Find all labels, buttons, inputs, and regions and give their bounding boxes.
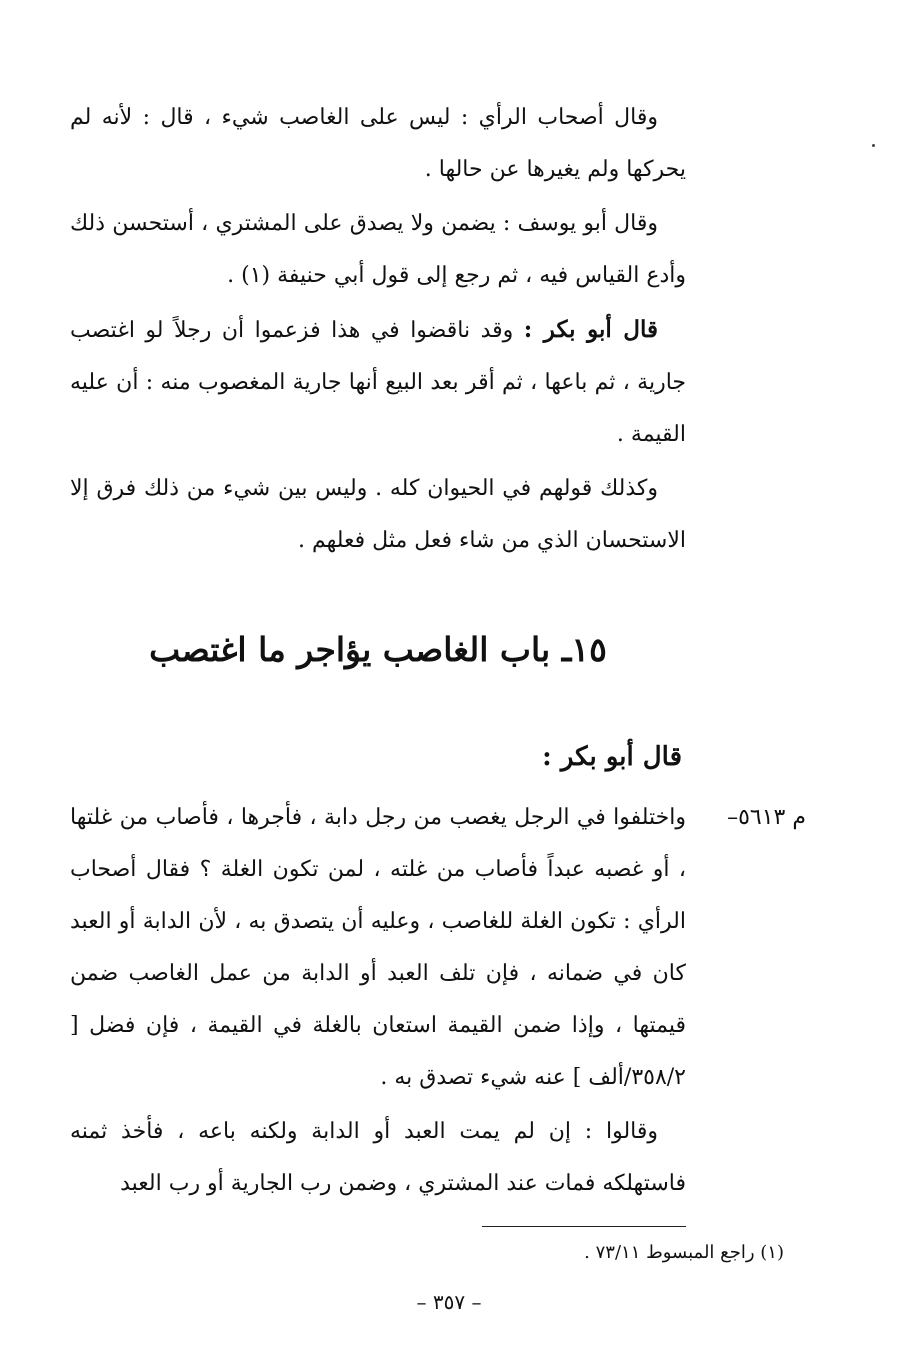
chapter-title: ١٥ـ باب الغاصب يؤاجر ما اغتصب xyxy=(149,630,607,669)
footnote-divider xyxy=(482,1226,686,1227)
paragraph-5: واختلفوا في الرجل يغصب من رجل دابة ، فأجرها ، فأصاب من غلتها ، أو غصبه عبداً فأصاب من غلته ، لمن تكون الغلة ؟ فقال أصحاب الرأي : تكون الغلة للغاصب ، وعليه أن يتصدق به ، لأن الدابة أو العبد كان في ضمانه ، فإن تلف العبد أو الدابة من عمل الغاصب ضمن قيمتها ، وإذا ضمن القيمة استعان بالغلة في القيمة ، فإن فضل [ ٣٥٨/٢/ألف ] عنه شيء تصدق به . xyxy=(70,805,686,1090)
issue-marker: م ٥٦١٣– xyxy=(727,805,806,830)
paragraph-3-lead: قال أبو بكر : xyxy=(523,316,658,343)
section-two xyxy=(70,792,806,1212)
paragraph-1: وقال أصحاب الرأي : ليس على الغاصب شيء ، قال : لأنه لم يحركها ولم يغيرها عن حالها . xyxy=(70,105,686,182)
paragraph-2: وقال أبو يوسف : يضمن ولا يصدق على المشتري ، أستحسن ذلك وأدع القياس فيه ، ثم رجع إلى قول أبي حنيفة (١) . xyxy=(70,211,686,288)
subheading: قال أبو بكر : xyxy=(542,742,682,772)
page-number: – ٣٥٧ – xyxy=(416,1290,482,1314)
paragraph-6: وقالوا : إن لم يمت العبد أو الدابة ولكنه باعه ، فأخذ ثمنه فاستهلكه فمات عند المشتري ، وضمن رب الجارية أو رب العبد xyxy=(70,1119,686,1196)
section-one xyxy=(70,92,686,569)
paragraph-3 xyxy=(70,304,686,461)
paragraph-4: وكذلك قولهم في الحيوان كله . وليس بين شيء من ذلك فرق إلا الاستحسان الذي من شاء فعل مثل فعلهم . xyxy=(70,476,686,553)
paragraph-3-body: وقد ناقضوا في هذا فزعموا أن رجلاً لو اغتصب جارية ، ثم باعها ، ثم أقر بعد البيع أنها جارية المغصوب منه : أن عليه القيمة . xyxy=(70,318,686,447)
footnote: (١) راجع المبسوط ٧٣/١١ . xyxy=(584,1242,784,1263)
speck-mark xyxy=(872,144,875,147)
